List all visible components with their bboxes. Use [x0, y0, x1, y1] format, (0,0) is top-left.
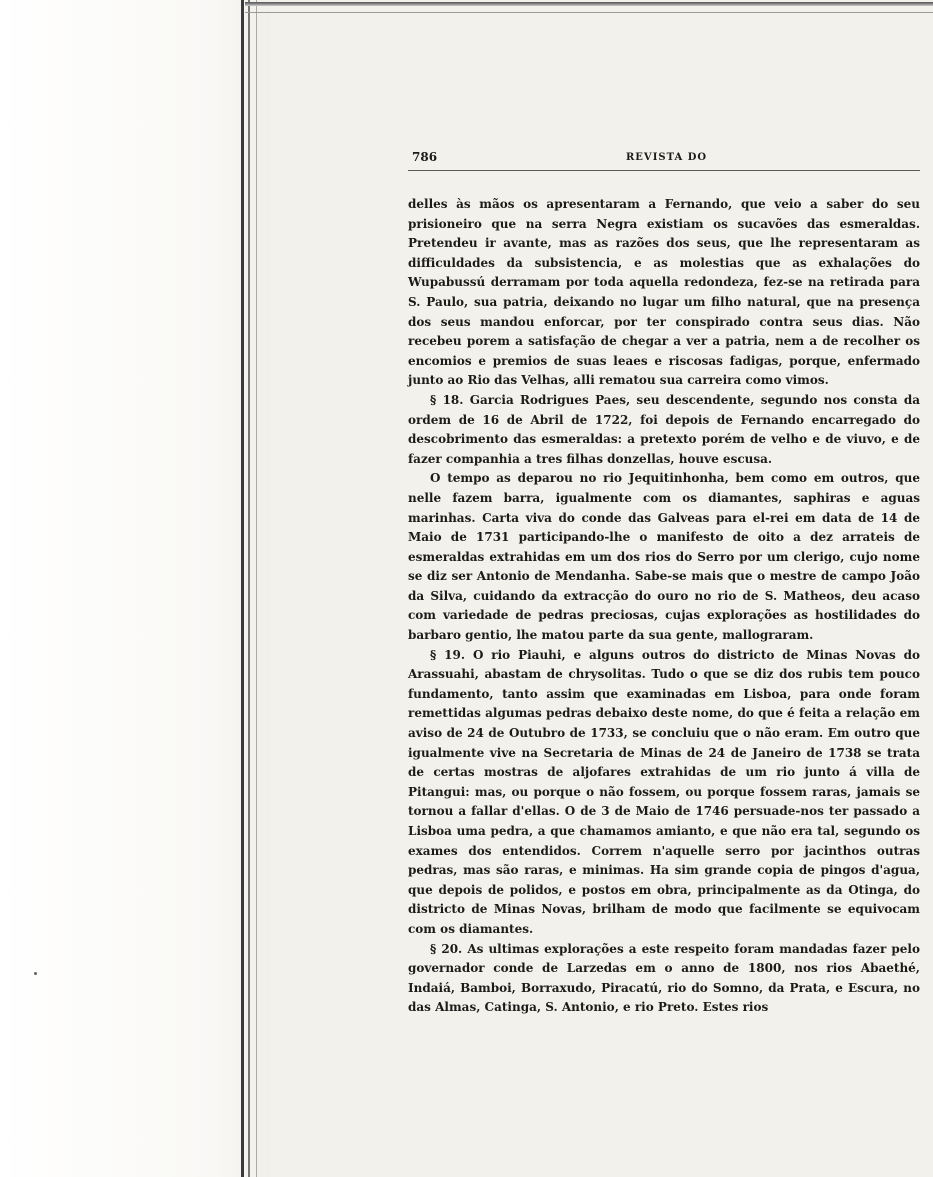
page-gutter	[0, 0, 270, 1177]
book-binding-edge	[241, 0, 244, 1177]
paragraph: § 20. As ultimas explorações a este respeito foram mandadas fazer pelo governador conde de Larzedas em o anno de 1800, nos rios Abaethé, Indaiá, Bamboi, Borraxudo, Piracatú, rio do Somno, da Prata, e Escura, no das Almas, Catinga, S. Antonio, e rio Preto. Estes rios	[408, 941, 920, 1015]
body-text	[408, 195, 920, 1018]
paragraph: § 18. Garcia Rodrigues Paes, seu descendente, segundo nos consta da ordem de 16 de Abril de 1722, foi depois de Fernando encarregado do descobrimento das esmeraldas: a pretexto porém de velho e de viuvo, e de fazer companhia a tres filhas donzellas, houve escusa.	[408, 392, 920, 466]
paragraph: O tempo as deparou no rio Jequitinhonha, bem como em outros, que nelle fazem barra, igualmente com os diamantes, saphiras e aguas marinhas. Carta viva do conde das Galveas para el-rei em data de 14 de Maio de 1731 participando-lhe o manifesto de oito a dez arrateis de esmeraldas extrahidas em um dos rios do Serro por um clerigo, cujo nome se diz ser Antonio de Mendanha. Sabe-se mais que o mestre de campo João da Silva, cuidando da extracção do ouro no rio de S. Matheos, deu acaso com variedade de pedras preciosas, cujas explorações as hostilidades do barbaro gentio, lhe matou parte da sua gente, mallograram.	[408, 471, 920, 643]
scan-speck	[34, 972, 37, 975]
document-page	[408, 148, 920, 1018]
page-top-edge	[245, 2, 933, 6]
running-title: REVISTA DO	[626, 152, 708, 163]
paragraph: § 19. O rio Piauhi, e alguns outros do districto de Minas Novas do Arassuahi, abastam de chrysolitas. Tudo o que se diz dos rubis tem pouco fundamento, tanto assim que examinadas em Lisboa, para onde foram remettidas algumas pedras debaixo deste nome, do que é feita a relação em aviso de 24 de Outubro de 1733, se concluiu que o não eram. Em outro que igualmente vive na Secretaria de Minas de 24 de Janeiro de 1738 se trata de certas mostras de aljofares extrahidas de um rio junto á villa de Pitangui: mas, ou porque o não fossem, ou porque fossem raras, jamais se tornou a fallar d'ellas. O de 3 de Maio de 1746 persuade-nos ter passado a Lisboa uma pedra, a que chamamos amianto, e que não era tal, segundo os exames dos entendidos. Correm n'aquelle serro por jacinthos outras pedras, mas são raras, e minimas. Ha sim grande copia de pingos d'agua, que depois de polidos, e postos em obra, principalmente as da Otinga, do districto de Minas Novas, brilham de modo que facilmente se equivocam com os diamantes.	[408, 647, 920, 936]
running-header	[408, 148, 920, 171]
paragraph: delles às mãos os apresentaram a Fernando, que veio a saber do seu prisioneiro que na serra Negra existiam os sucavões das esmeraldas. Pretendeu ir avante, mas as razões dos seus, que lhe representaram as difficuldades da subsistencia, e as molestias que as exhalações do Wupabussú derramam por toda aquella redondeza, fez-se na retirada para S. Paulo, sua patria, deixando no lugar um filho natural, que na presença dos seus mandou enforcar, por ter conspirado contra seus dias. Não recebeu porem a satisfação de chegar a ver a patria, nem a de recolher os encomios e premios de suas leaes e riscosas fadigas, porque, enfermado junto ao Rio das Velhas, alli rematou sua carreira como vimos.	[408, 197, 920, 388]
book-binding-edge-inner	[248, 0, 250, 1177]
page-number: 786	[412, 150, 438, 164]
book-binding-shadow	[256, 0, 257, 1177]
page-top-rule	[245, 12, 933, 13]
